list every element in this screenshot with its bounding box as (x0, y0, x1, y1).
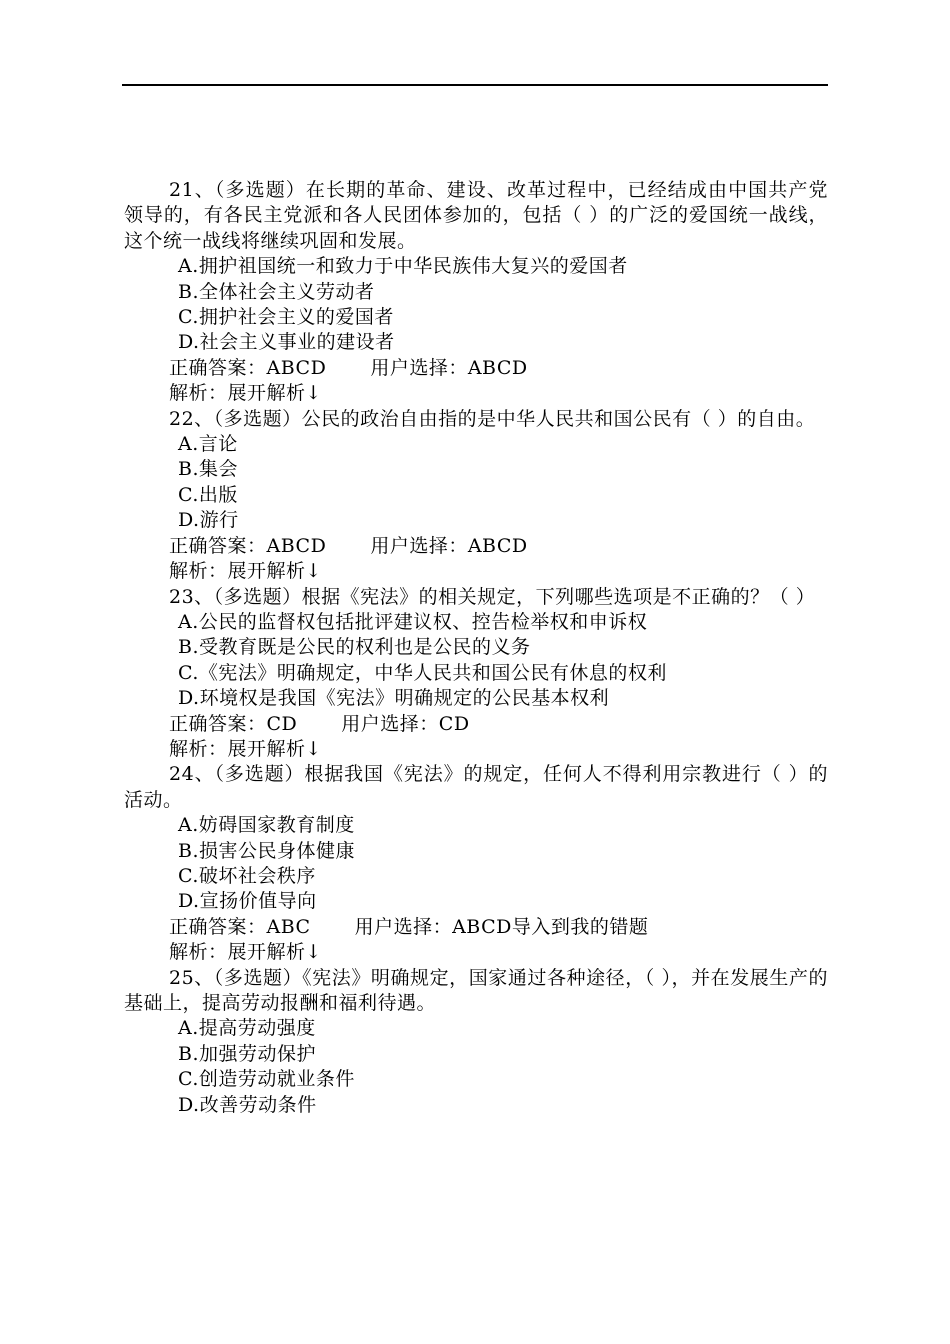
user-choice: 用户选择：ABCD导入到我的错题 (354, 915, 649, 938)
option-b: B.加强劳动保护 (178, 1042, 317, 1065)
option-b: B.损害公民身体健康 (178, 839, 356, 862)
correct-answer: 正确答案：CD (169, 712, 298, 735)
option-c: C.出版 (178, 483, 238, 506)
question-stem: 23、（多选题）根据《宪法》的相关规定，下列哪些选项是不正确的？（ ） (169, 585, 816, 608)
option-c: C.《宪法》明确规定，中华人民共和国公民有休息的权利 (178, 661, 667, 684)
question-25 (124, 966, 828, 1118)
question-24 (124, 762, 828, 965)
answer-row (124, 534, 828, 559)
option-a: A.拥护祖国统一和致力于中华民族伟大复兴的爱国者 (178, 255, 628, 278)
correct-answer: 正确答案：ABC (169, 915, 311, 938)
option-d: D.环境权是我国《宪法》明确规定的公民基本权利 (178, 687, 610, 710)
expand-analysis-link[interactable]: 解析：展开解析↓ (169, 560, 322, 583)
option-b: B.受教育既是公民的权利也是公民的义务 (178, 636, 531, 659)
correct-answer: 正确答案：ABCD (169, 356, 327, 379)
user-choice: 用户选择：ABCD (370, 534, 528, 557)
question-23 (124, 585, 828, 763)
answer-row (124, 915, 828, 940)
expand-analysis-link[interactable]: 解析：展开解析↓ (169, 941, 322, 964)
question-stem: 22、（多选题）公民的政治自由指的是中华人民共和国公民有（ ）的自由。 (169, 407, 816, 430)
expand-analysis-link[interactable]: 解析：展开解析↓ (169, 382, 322, 405)
option-a: A.公民的监督权包括批评建议权、控告检举权和申诉权 (178, 610, 648, 633)
question-stem: 24、（多选题）根据我国《宪法》的规定，任何人不得利用宗教进行（ ）的活动。 (124, 763, 828, 811)
option-a: A.言论 (178, 433, 238, 456)
option-d: D.游行 (178, 509, 239, 532)
answer-row (124, 356, 828, 381)
option-c: C.破坏社会秩序 (178, 864, 316, 887)
question-22 (124, 407, 828, 585)
option-d: D.宣扬价值导向 (178, 890, 317, 913)
user-choice: 用户选择：ABCD (370, 356, 528, 379)
option-d: D.改善劳动条件 (178, 1093, 317, 1116)
question-21 (124, 178, 828, 407)
correct-answer: 正确答案：ABCD (169, 534, 327, 557)
question-stem: 21、（多选题）在长期的革命、建设、改革过程中，已经结成由中国共产党领导的，有各民主党派和各人民团体参加的，包括（ ）的广泛的爱国统一战线，这个统一战线将继续巩固和发展。 (124, 179, 828, 252)
option-a: A.妨碍国家教育制度 (178, 814, 355, 837)
user-choice: 用户选择：CD (341, 712, 470, 735)
option-b: B.集会 (178, 458, 239, 481)
header-rule (122, 84, 828, 86)
question-list (124, 178, 828, 1118)
option-c: C.创造劳动就业条件 (178, 1068, 355, 1091)
option-c: C.拥护社会主义的爱国者 (178, 306, 394, 329)
option-d: D.社会主义事业的建设者 (178, 331, 395, 354)
option-b: B.全体社会主义劳动者 (178, 280, 375, 303)
answer-row (124, 712, 828, 737)
option-a: A.提高劳动强度 (178, 1017, 316, 1040)
question-stem: 25、（多选题）《宪法》明确规定，国家通过各种途径，（ ），并在发展生产的基础上，提高劳动报酬和福利待遇。 (124, 966, 828, 1014)
expand-analysis-link[interactable]: 解析：展开解析↓ (169, 737, 322, 760)
